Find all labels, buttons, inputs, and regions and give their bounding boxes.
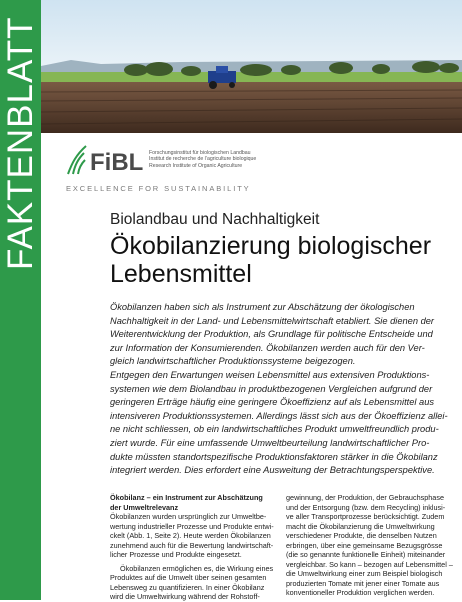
body-line: verschiedener Produkte, die denselben Nutzen <box>286 531 437 541</box>
logo-line-fr: Institut de recherche de l’agriculture biologique <box>149 156 257 163</box>
intro-line: dukte müssten standortspezifische Produktionsfaktoren stärker in die Ökobilanz <box>110 451 438 462</box>
green-sidebar <box>0 0 41 600</box>
logo-tagline: EXCELLENCE FOR SUSTAINABILITY <box>66 184 251 193</box>
body-column-left <box>110 493 282 602</box>
body-line: ve aller Transportprozesse berücksichtigt. Zudem <box>286 512 445 522</box>
intro-line: Ökobilanzen haben sich als Instrument zur Abschätzung der ökologischen <box>110 302 415 312</box>
body-line: ckelt (Abb. 1, Seite 2). Heute werden Ökobilanzen <box>110 531 271 541</box>
intro-line: systemen wie dem Biolandbau in produktbezogenen Vergleichen aufgrund der <box>110 383 433 394</box>
body-line: produzierten Tomate mit jener einer Tomate aus <box>286 578 440 588</box>
title-line: Ökobilanzierung biologischer <box>110 232 432 260</box>
body-line: wird die Umweltwirkung während der Rohstoff- <box>110 592 260 602</box>
logo-name: FiBL <box>90 149 144 176</box>
section-heading-line: der Umweltrelevanz <box>110 502 179 512</box>
body-line: wertung industrieller Prozesse und Produkte entwi- <box>110 521 274 531</box>
body-line: Lebensweg zu quantifizieren. In einer Ökobilanz <box>110 582 265 592</box>
body-line: Ökobilanzen ermöglichen es, die Wirkung eines <box>120 563 274 573</box>
body-line: zunehmend auch für die Bewertung landwirtschaft- <box>110 540 274 550</box>
intro-line: ziert wurde. Für eine umfassende Umweltbeurteilung landwirtschaftlicher Pro- <box>110 437 430 448</box>
intro-line: Nachhaltigkeit in der Land- und Lebensmittelwirtschaft etabliert. Sie dienen der <box>110 315 435 326</box>
intro-line: gleich landwirtschaftlicher Produktionssysteme beigezogen. <box>110 356 356 367</box>
body-line: und der Entsorgung (bzw. dem Recycling) inklusi- <box>286 502 446 512</box>
logo-line-de: Forschungsinstitut für biologischen Landbau <box>149 150 251 156</box>
body-line: licher Prozesse und Produkte eingesetzt. <box>110 550 242 560</box>
fibl-leaf-icon <box>66 145 88 175</box>
body-line: konventioneller Produktion verglichen werden. <box>286 588 435 598</box>
sidebar-label: FAKTENBLATT <box>1 16 40 270</box>
body-column-right <box>286 493 458 598</box>
title-line: Lebensmittel <box>110 260 252 288</box>
section-heading-line: Ökobilanz – ein Instrument zur Abschätzung <box>110 493 263 502</box>
body-line: gewinnung, der Produktion, der Gebrauchsphase <box>286 493 444 502</box>
body-line: vergleichbar. So kann – bezogen auf Lebensmittel – <box>286 559 453 569</box>
topic-heading: Biolandbau und Nachhaltigkeit <box>110 211 320 228</box>
body-line: die Umweltwirkung einer zum Beispiel biologisch <box>286 569 443 579</box>
body-line: Ökobilanzen wurden ursprünglich zur Umweltbe- <box>110 512 267 522</box>
intro-line: ne nicht schliessen, ob ein landwirtschaftliches Produkt umweltfreundlich produ- <box>110 424 439 435</box>
body-line: macht die Ökobilanzierung die Umweltwirkung <box>286 521 435 531</box>
logo-line-en: Research Institute of Organic Agriculture <box>149 162 243 169</box>
intro-line: intensiveren Produktionssystemen. Allerdings lässt sich aus der Ökoeffizienz allei- <box>110 410 448 421</box>
intro-line: Weiterentwicklung der Produktion, als Grundlage für politische Entscheide und <box>110 329 433 340</box>
intro-line: zur Information der Konsumierenden. Ökobilanzen werden auch für den Ver- <box>110 342 425 353</box>
page-title <box>110 232 450 288</box>
logo-institute-names <box>149 150 256 169</box>
intro-line: Entgegen den Erwartungen weisen Lebensmittel aus extensiven Produktions- <box>110 369 430 380</box>
intro-line: integriert werden. Dies erfordert eine Ausweitung der Betrachtungsperspektive. <box>110 465 435 476</box>
header-photo-field-with-tractor <box>41 0 462 133</box>
body-line: (die so genannte funktionelle Einheit) miteinander <box>286 550 446 560</box>
body-line: Produktes auf die Umwelt über seinen gesamten <box>110 573 267 583</box>
intro-line: geringeren Erträge häufig eine geringere Ökoeffizienz auf als Lebensmittel aus <box>110 397 435 408</box>
body-line: erbringen, über eine gemeinsame Bezugsgrösse <box>286 540 443 550</box>
intro-paragraph <box>110 301 454 478</box>
